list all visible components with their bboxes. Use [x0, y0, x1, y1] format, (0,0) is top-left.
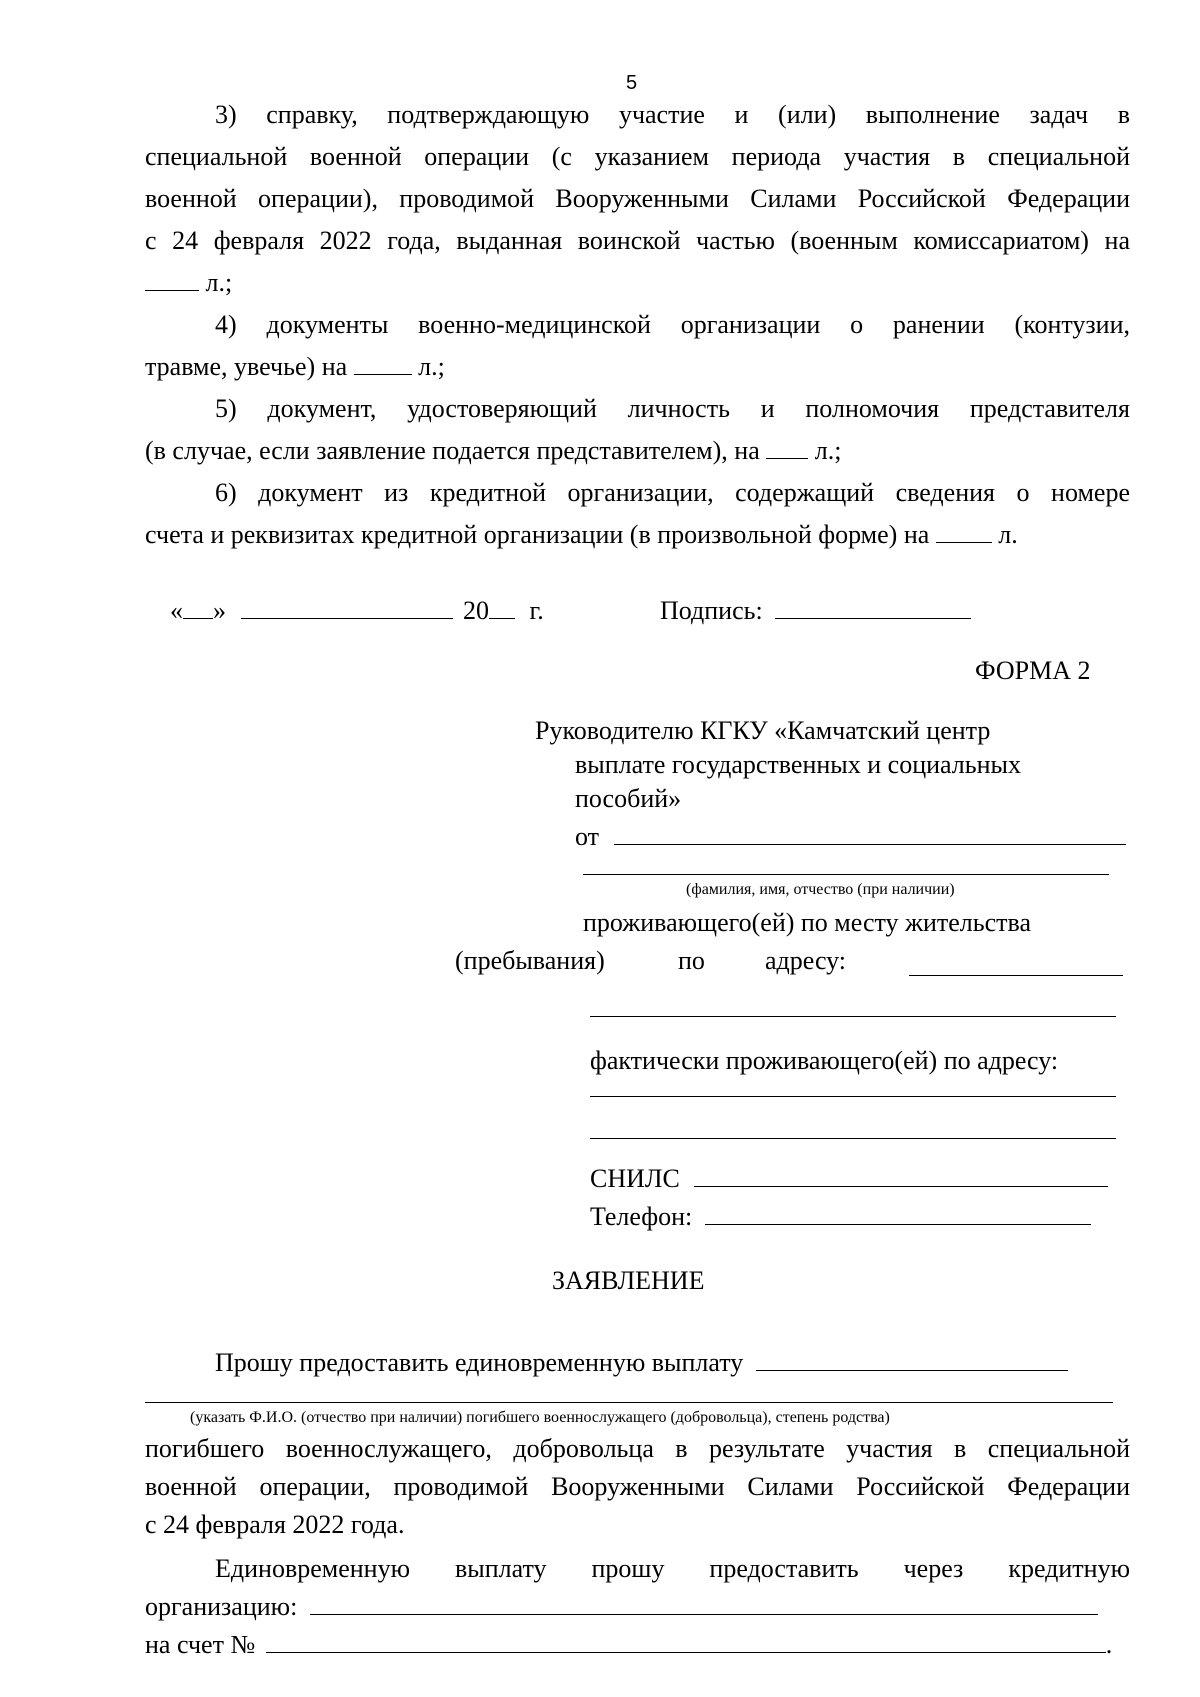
actual-address-label: фактически проживающего(ей) по адресу:	[590, 1046, 1059, 1075]
item6-line2	[145, 518, 1018, 552]
item4-line2-suffix: л.;	[418, 352, 445, 381]
account-line	[145, 1628, 1112, 1662]
item4-pages-blank[interactable]	[354, 350, 412, 375]
org-line	[145, 1590, 1098, 1624]
addressee-line2: выплате государственных и социальных	[575, 750, 1022, 779]
phone-blank[interactable]	[705, 1200, 1091, 1225]
residence-word2: по	[678, 946, 705, 975]
residence-line1: проживающего(ей) по месту жительства	[583, 908, 1031, 937]
from-blank[interactable]	[614, 820, 1126, 845]
item4-line2-prefix: травме, увечье) на	[145, 352, 348, 381]
application-line3: с 24 февраля 2022 года.	[145, 1510, 405, 1539]
month-blank[interactable]	[241, 594, 453, 619]
signature-blank[interactable]	[775, 594, 971, 619]
item3-line4: с 24 февраля 2022 года, выданная воинской частью (военным комиссариатом) на	[145, 226, 1130, 255]
item6-line1: 6) документ из кредитной организации, содержащий сведения о номере	[215, 478, 1130, 507]
item3-line3: военной операции), проводимой Вооруженными Силами Российской Федерации	[145, 184, 1130, 213]
account-label: на счет №	[145, 1630, 256, 1659]
date-open-quote: «	[170, 596, 183, 625]
signature-label: Подпись:	[660, 596, 763, 625]
request-blank[interactable]	[756, 1346, 1068, 1371]
page-number: 5	[626, 72, 638, 94]
request-prefix: Прошу предоставить единовременную выплату	[215, 1348, 744, 1377]
item6-pages-blank[interactable]	[936, 518, 992, 543]
residence-address-blank[interactable]	[909, 975, 1123, 976]
item5-pages-blank[interactable]	[766, 434, 808, 459]
item5-line2	[145, 434, 841, 468]
phone-label: Телефон:	[590, 1202, 693, 1231]
item6-line2-suffix: л.	[998, 520, 1018, 549]
fio-hint: (фамилия, имя, отчество (при наличии)	[686, 881, 955, 898]
year-suffix: г.	[529, 596, 544, 625]
application-line1: погибшего военнослужащего, добровольца в результате участия в специальной	[145, 1434, 1130, 1463]
snils-label: СНИЛС	[590, 1164, 680, 1193]
residence-address-blank-2[interactable]	[590, 1016, 1116, 1017]
item4-line2	[145, 350, 445, 384]
addressee-line1: Руководителю КГКУ «Камчатский центр	[535, 716, 991, 745]
application-title: ЗАЯВЛЕНИЕ	[552, 1266, 705, 1295]
item4-line1: 4) документы военно-медицинской организации о ранении (контузии,	[215, 310, 1130, 339]
actual-address-blank-1[interactable]	[590, 1096, 1116, 1097]
payment-line1: Единовременную выплату прошу предоставить через кредитную	[215, 1554, 1130, 1583]
year-blank[interactable]	[489, 594, 515, 619]
item5-line1: 5) документ, удостоверяющий личность и полномочия представителя	[215, 394, 1130, 423]
actual-address-blank-2[interactable]	[590, 1138, 1116, 1139]
date-close-quote: »	[213, 596, 226, 625]
day-blank[interactable]	[183, 594, 213, 619]
org-blank[interactable]	[310, 1590, 1098, 1615]
fio-blank-line[interactable]	[583, 874, 1109, 875]
from-label: от	[575, 822, 600, 851]
from-line	[575, 820, 1126, 854]
signature-line	[660, 594, 971, 628]
snils-blank[interactable]	[694, 1162, 1108, 1187]
addressee-line3: пособий»	[575, 784, 682, 813]
residence-word3: адресу:	[765, 946, 847, 975]
org-label: организацию:	[145, 1592, 298, 1621]
snils-line	[590, 1162, 1108, 1196]
date-line	[170, 594, 544, 628]
request-line	[215, 1346, 1068, 1380]
deceased-hint: (указать Ф.И.О. (отчество при наличии) погибшего военнослужащего (добровольца), степень родства)	[190, 1409, 890, 1426]
item6-line2-prefix: счета и реквизитах кредитной организации (в произвольной форме) на	[145, 520, 930, 549]
application-line2: военной операции, проводимой Вооруженными Силами Российской Федерации	[145, 1472, 1130, 1501]
account-end: .	[1105, 1630, 1113, 1659]
deceased-blank-line[interactable]	[145, 1402, 1113, 1403]
item3-pages-blank[interactable]	[145, 266, 199, 291]
item3-line2: специальной военной операции (с указанием периода участия в специальной	[145, 142, 1130, 171]
account-blank[interactable]	[266, 1628, 1106, 1653]
item3-line5	[145, 266, 232, 300]
form-label: ФОРМА 2	[975, 656, 1091, 685]
phone-line	[590, 1200, 1091, 1234]
item5-line2-suffix: л.;	[814, 436, 842, 465]
residence-word1: (пребывания)	[455, 946, 605, 975]
year-prefix: 20	[463, 596, 489, 625]
item3-line1: 3) справку, подтверждающую участие и (или) выполнение задач в	[215, 100, 1130, 129]
item5-line2-prefix: (в случае, если заявление подается представителем), на	[145, 436, 760, 465]
item3-line5-suffix: л.;	[205, 268, 233, 297]
